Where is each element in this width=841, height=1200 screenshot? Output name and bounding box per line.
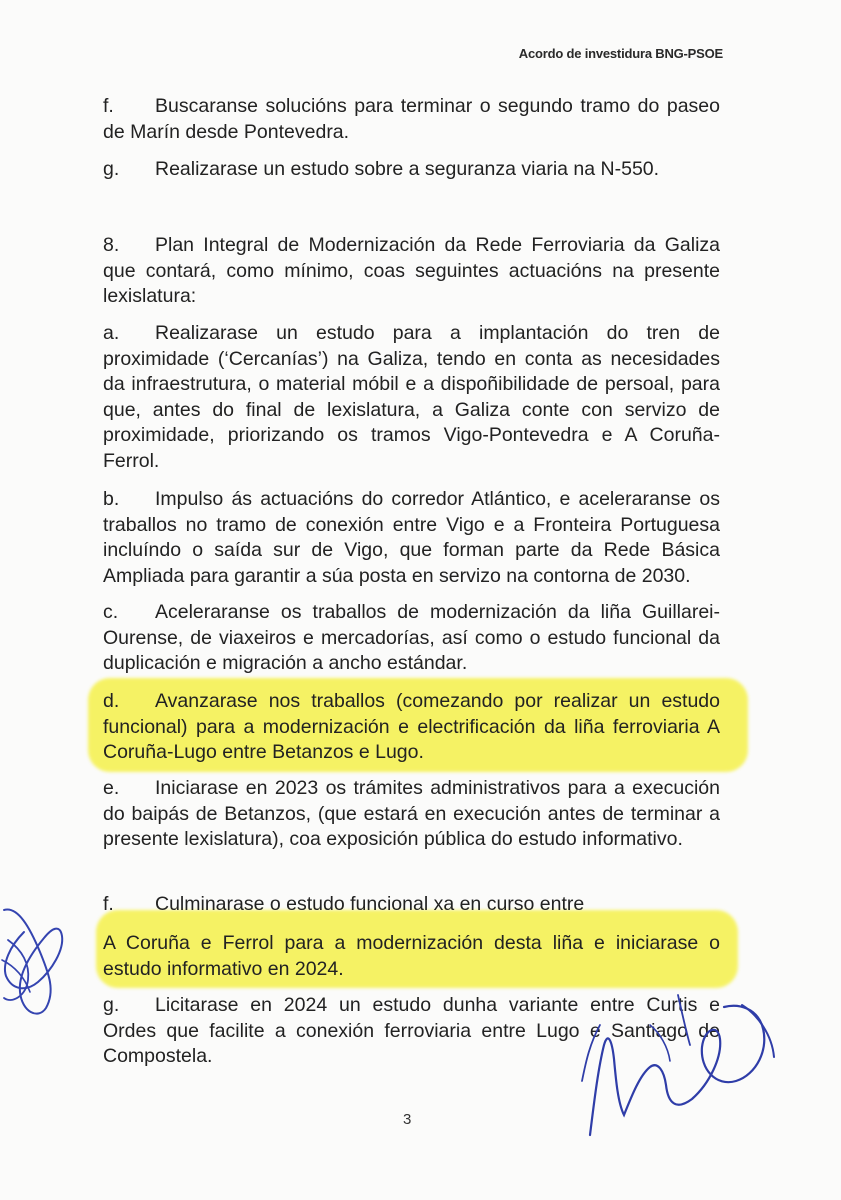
list-item-f-ferrol: f. Culminarase o estudo funcional xa en curso entre [103, 893, 585, 915]
list-item-g-curtis-ordes: g. Licitarase en 2024 un estudo dunha variante entre Curtis e Ordes que facilite a conexión ferroviaria entre Lugo e Santiago de Compostela. [103, 994, 720, 1067]
left-signature-scribble [0, 880, 80, 1030]
list-item-g-n550: g. Realizarase un estudo sobre a seguranza viaria na N-550. [103, 158, 660, 180]
list-item-e-baipas: e. Iniciarase en 2023 os trámites administrativos para a execución do baipás de Betanzos, (que estará en execución antes de terminar a presente lexislatura), coa exposición pública do estudo informativo. [103, 777, 720, 850]
list-item-a-cercanias: a. Realizarase un estudo para a implantación do tren de proximidade (‘Cercanías’) na Galiza, tendo en conta as necesidades da infraestrutura, o material móbil e a dispoñibilidade de persoal, para que, antes do final de lexislatura, a Galiza conte con servizo de proximidade, priorizando os tramos Vigo-Pontevedra e A Coruña-Ferrol. [103, 322, 720, 472]
list-item-d-betanzos-lugo: d. Avanzarase nos traballos (comezando por realizar un estudo funcional) para a modernización e electrificación da liña ferroviaria A Coruña-Lugo entre Betanzos e Lugo. [103, 690, 720, 763]
list-item-b-corredor: b. Impulso ás actuacións do corredor Atlántico, e aceleraranse os traballos no tramo de conexión entre Vigo e a Fronteira Portuguesa incluíndo o saída sur de Vigo, que forman parte da Rede Básica Ampliada para garantir a súa posta en servizo na contorna de 2030. [103, 488, 720, 587]
list-item-f-continuation: A Coruña e Ferrol para a modernización desta liña e iniciarase o estudo informativo en 2024. [103, 932, 720, 980]
page-header: Acordo de investidura BNG-PSOE [518, 46, 723, 61]
list-item-c-guillarei: c. Aceleraranse os traballos de modernización da liña Guillarei-Ourense, de viaxeiros e mercadorías, así como o estudo funcional da duplicación e migración a ancho estándar. [103, 601, 720, 674]
list-item-f-paseo: f. Buscaranse solucións para terminar o segundo tramo do paseo de Marín desde Pontevedra. [103, 95, 720, 143]
page-number: 3 [403, 1111, 412, 1128]
section-8-heading: 8. Plan Integral de Modernización da Rede Ferroviaria da Galiza que contará, como mínimo, coas seguintes actuacións na presente lexislatura: [103, 234, 720, 307]
